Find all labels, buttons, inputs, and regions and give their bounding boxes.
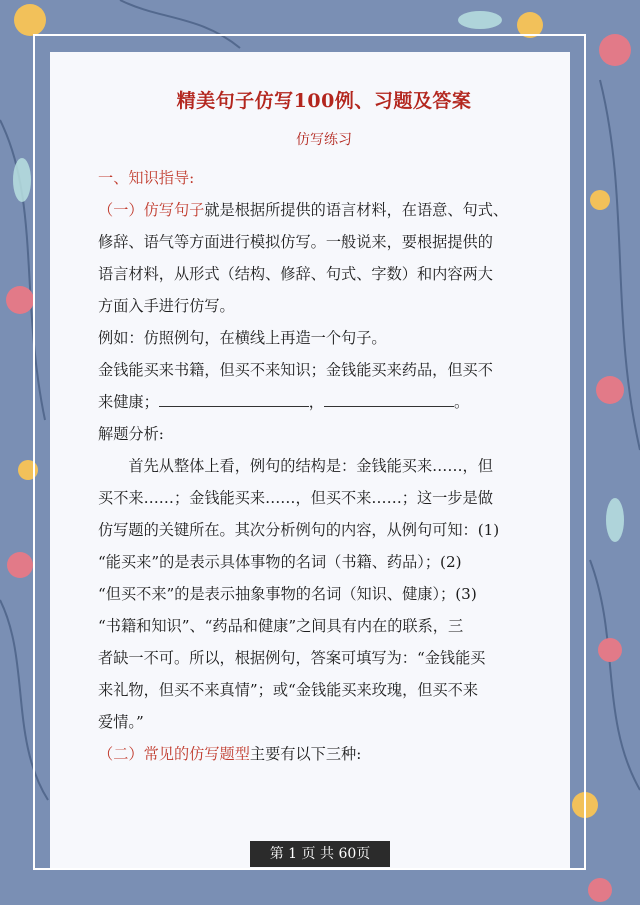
example-separator: ，: [308, 393, 324, 411]
analysis-line-3: 仿写题的关键所在。其次分析例句的内容，从例句可知：(1): [98, 521, 500, 539]
analysis-line-8: 来礼物，但买不来真情”；或“金钱能买来玫瑰，但买不来: [98, 681, 479, 699]
part-one-body-line-2: 修辞、语气等方面进行模拟仿写。一般说来，要根据提供的: [98, 233, 493, 251]
example-line-2-prefix: 来健康；: [98, 393, 159, 411]
example-line-1: 金钱能买来书籍，但买不来知识；金钱能买来药品，但买不: [98, 361, 493, 379]
analysis-line-5: “但买不来”的是表示抽象事物的名词（知识、健康）；(3): [98, 585, 477, 603]
document-body: [98, 86, 550, 770]
example-intro: 例如：仿照例句，在横线上再造一个句子。: [98, 329, 387, 347]
answer-blank-2: [324, 390, 454, 407]
example-line-2: [98, 386, 550, 418]
part-one-label: （一）仿写句子: [98, 201, 205, 219]
analysis-label: 解题分析:: [98, 425, 164, 443]
page-number: 第 1 页 共 60页: [250, 841, 390, 867]
paragraph-part-two: [98, 738, 550, 770]
analysis-line-7: 者缺一不可。所以，根据例句，答案可填写为：“金钱能买: [98, 649, 486, 667]
document-subtitle: 仿写练习: [296, 132, 352, 148]
document-title: 精美句子仿写100例、习题及答案: [176, 90, 472, 112]
analysis-line-2: 买不来……；金钱能买来……，但买不来……；这一步是做: [98, 489, 493, 507]
part-two-label: （二）常见的仿写题型: [98, 745, 250, 763]
example-end: 。: [453, 393, 470, 411]
analysis-line-6: “书籍和知识”、“药品和健康”之间具有内在的联系，三: [98, 617, 464, 635]
part-one-body-line-1: 就是根据所提供的语言材料，在语意、句式、: [204, 201, 509, 219]
part-one-body-line-4: 方面入手进行仿写。: [98, 297, 235, 315]
answer-blank-1: [159, 390, 309, 407]
analysis-line-9: 爱情。”: [98, 713, 144, 731]
part-one-body-line-3: 语言材料，从形式（结构、修辞、句式、字数）和内容两大: [98, 265, 493, 283]
analysis-line-4: “能买来”的是表示具体事物的名词（书籍、药品）；(2): [98, 553, 462, 571]
section-heading-knowledge: 一、知识指导:: [98, 169, 195, 187]
paragraph-part-one: [98, 194, 550, 226]
part-two-body: 主要有以下三种:: [249, 745, 362, 763]
analysis-line-1: 首先从整体上看，例句的结构是：金钱能买来……，但: [128, 457, 493, 475]
